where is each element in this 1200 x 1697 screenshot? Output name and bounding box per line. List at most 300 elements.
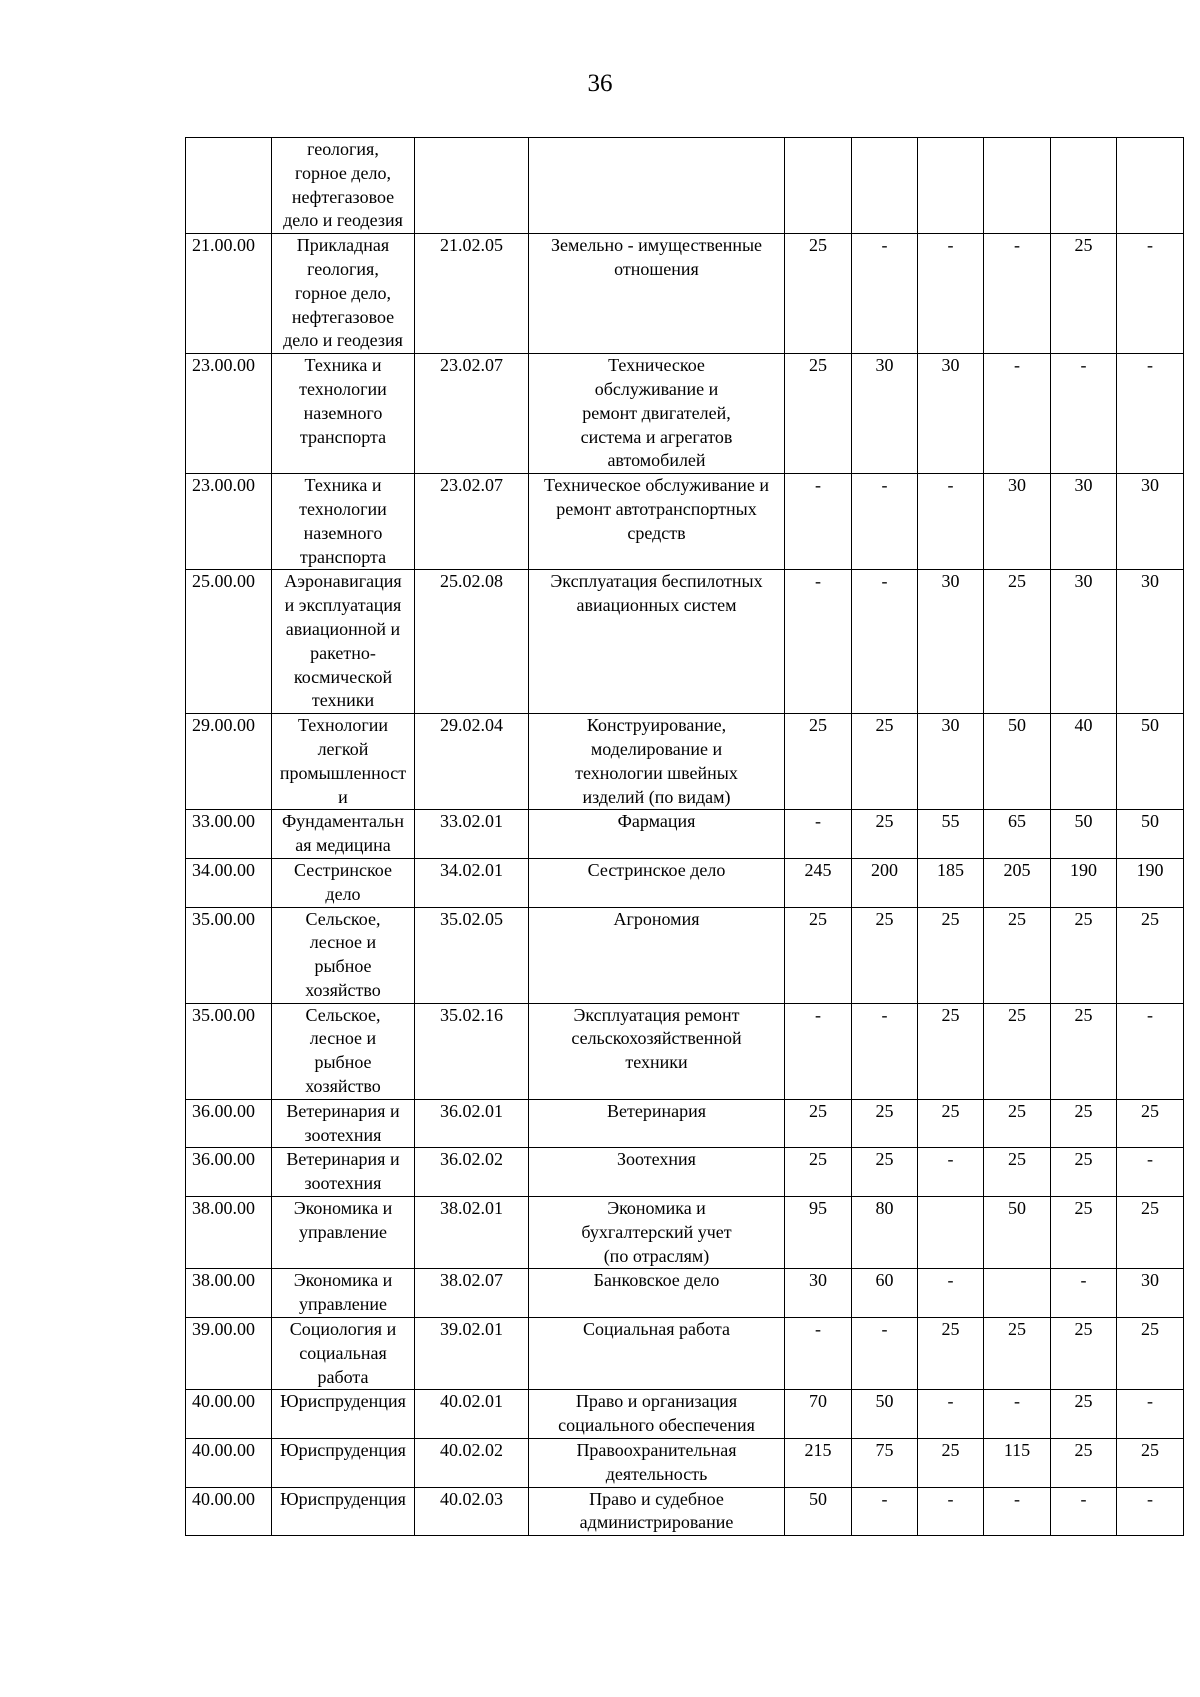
group-name-cell-line: геология, <box>307 139 379 159</box>
specialty-code-cell <box>415 907 529 1003</box>
group-name-cell <box>272 1003 415 1099</box>
value-cell-2 <box>852 1439 918 1488</box>
value-cell-4-line: 30 <box>1008 475 1026 496</box>
value-cell-4-line: 25 <box>1008 1149 1026 1170</box>
specialty-name-cell <box>529 1148 785 1197</box>
specialty-name-cell-line: Техническое <box>608 355 705 376</box>
group-code-cell <box>186 1487 272 1536</box>
specialty-name-cell-line: сельскохозяйственной <box>571 1028 742 1049</box>
value-cell-4 <box>984 1003 1051 1099</box>
value-cell-2-line: 25 <box>875 811 894 832</box>
value-cell-5 <box>1051 858 1117 907</box>
value-cell-3-line: 25 <box>941 908 960 929</box>
value-cell-4-line: 205 <box>1003 859 1031 880</box>
value-cell-4 <box>984 1439 1051 1488</box>
enrollment-table <box>185 137 1184 1536</box>
value-cell-3-line: 30 <box>941 355 960 376</box>
group-name-cell-line: нефтегазовое <box>291 186 395 207</box>
specialty-code-cell <box>415 474 529 570</box>
value-cell-6-line: - <box>1147 1004 1153 1025</box>
value-cell-1-line: - <box>815 1004 821 1025</box>
group-code-cell <box>186 1390 272 1439</box>
value-cell-4 <box>984 234 1051 354</box>
value-cell-4 <box>984 1197 1051 1269</box>
value-cell-6 <box>1117 1318 1184 1390</box>
table-row <box>186 858 1184 907</box>
specialty-code-cell <box>415 1318 529 1390</box>
specialty-code-cell <box>415 1269 529 1318</box>
value-cell-5 <box>1051 474 1117 570</box>
value-cell-6 <box>1117 858 1184 907</box>
value-cell-6-line: 25 <box>1141 908 1159 929</box>
value-cell-1-line: 25 <box>809 355 827 376</box>
value-cell-2-line: - <box>881 475 888 496</box>
value-cell-4 <box>984 1318 1051 1390</box>
value-cell-3-line: - <box>947 475 954 496</box>
specialty-name-cell-line: изделий (по видам) <box>582 786 731 807</box>
group-code-cell <box>186 234 272 354</box>
value-cell-2 <box>852 1099 918 1148</box>
specialty-code-cell <box>415 714 529 810</box>
specialty-code-cell-line: 39.02.01 <box>440 1319 503 1340</box>
group-name-cell-line: дело <box>325 883 361 904</box>
group-code-cell-line: 40.00.00 <box>192 1440 255 1461</box>
value-cell-3-line: 185 <box>937 859 964 880</box>
specialty-name-cell-line: Эксплуатация беспилотных <box>550 571 763 592</box>
value-cell-2-line: 25 <box>875 715 894 736</box>
value-cell-4-line: 65 <box>1008 811 1026 832</box>
group-code-cell <box>186 474 272 570</box>
group-name-cell <box>272 1487 415 1536</box>
group-code-cell <box>186 354 272 474</box>
value-cell-5-line: - <box>1080 1488 1087 1509</box>
value-cell-3 <box>918 1318 984 1390</box>
value-cell-1-line: - <box>815 571 821 592</box>
value-cell-1 <box>785 474 852 570</box>
value-cell-2 <box>852 1487 918 1536</box>
value-cell-4 <box>984 810 1051 859</box>
value-cell-5 <box>1051 570 1117 714</box>
value-cell-6-line: 30 <box>1141 475 1159 496</box>
value-cell-6-line: - <box>1147 235 1153 256</box>
specialty-code-cell-line: 35.02.05 <box>440 908 503 929</box>
value-cell-3-line: 55 <box>941 811 960 832</box>
specialty-name-cell-line: Земельно - имущественные <box>550 235 763 256</box>
value-cell-4-line: 25 <box>1008 1319 1026 1340</box>
group-name-cell-line: транспорта <box>299 426 387 447</box>
value-cell-2 <box>852 858 918 907</box>
value-cell-2 <box>852 907 918 1003</box>
specialty-code-cell-line: 36.02.01 <box>440 1100 503 1121</box>
value-cell-5-line: 25 <box>1074 1440 1093 1461</box>
value-cell-6 <box>1117 1003 1184 1099</box>
table-row <box>186 1439 1184 1488</box>
value-cell-4-line: 115 <box>1003 1440 1031 1461</box>
value-cell-4-line: - <box>1014 235 1020 256</box>
value-cell-6 <box>1117 138 1184 234</box>
value-cell-3-line: 25 <box>941 1004 960 1025</box>
value-cell-6-line: 25 <box>1141 1440 1159 1461</box>
value-cell-4 <box>984 1390 1051 1439</box>
value-cell-1 <box>785 138 852 234</box>
value-cell-5-line: 25 <box>1074 1100 1093 1121</box>
value-cell-5-line: 25 <box>1074 908 1093 929</box>
value-cell-1 <box>785 907 852 1003</box>
value-cell-1 <box>785 1197 852 1269</box>
group-name-cell-line: лесное и <box>309 1028 377 1049</box>
value-cell-4 <box>984 858 1051 907</box>
value-cell-4-line: 50 <box>1008 715 1026 736</box>
specialty-name-cell <box>529 234 785 354</box>
value-cell-1 <box>785 1148 852 1197</box>
table-row <box>186 1099 1184 1148</box>
group-name-cell-line: горное дело, <box>295 162 391 183</box>
value-cell-6 <box>1117 810 1184 859</box>
specialty-name-cell-line: Агрономия <box>613 908 700 929</box>
specialty-name-cell-line: отношения <box>614 258 699 279</box>
value-cell-1 <box>785 1390 852 1439</box>
value-cell-5-line: - <box>1080 355 1087 376</box>
table-row <box>186 234 1184 354</box>
group-name-cell-line: зоотехния <box>304 1124 382 1145</box>
value-cell-2-line: 60 <box>875 1270 894 1291</box>
value-cell-4-line: 25 <box>1008 908 1026 929</box>
value-cell-4 <box>984 1487 1051 1536</box>
specialty-name-cell-line: бухгалтерский учет <box>581 1221 732 1242</box>
group-code-cell-line: 25.00.00 <box>192 571 255 592</box>
value-cell-6 <box>1117 1439 1184 1488</box>
value-cell-3 <box>918 1390 984 1439</box>
value-cell-2 <box>852 714 918 810</box>
specialty-name-cell <box>529 1487 785 1536</box>
value-cell-5 <box>1051 810 1117 859</box>
value-cell-4-line: 25 <box>1008 1004 1026 1025</box>
value-cell-2 <box>852 1269 918 1318</box>
value-cell-1-line: - <box>815 811 821 832</box>
specialty-name-cell-line: Эксплуатация ремонт <box>573 1004 740 1025</box>
group-name-cell <box>272 1148 415 1197</box>
group-name-cell <box>272 234 415 354</box>
group-code-cell-line: 23.00.00 <box>192 475 255 496</box>
value-cell-1-line: 25 <box>809 715 827 736</box>
group-name-cell-line: Сельское, <box>305 908 381 929</box>
group-name-cell-line: Ветеринария и <box>286 1149 400 1170</box>
value-cell-1-line: 245 <box>804 859 832 880</box>
group-name-cell-line: техники <box>311 690 375 711</box>
value-cell-1 <box>785 1318 852 1390</box>
specialty-code-cell <box>415 1487 529 1536</box>
specialty-code-cell <box>415 234 529 354</box>
group-name-cell-line: Юриспруденция <box>280 1440 406 1461</box>
value-cell-5-line: 25 <box>1074 1004 1093 1025</box>
specialty-code-cell <box>415 1390 529 1439</box>
specialty-name-cell-line: средств <box>627 522 686 543</box>
specialty-code-cell-line: 29.02.04 <box>440 715 503 736</box>
value-cell-2 <box>852 1390 918 1439</box>
group-code-cell <box>186 907 272 1003</box>
value-cell-5 <box>1051 1318 1117 1390</box>
value-cell-5-line: 30 <box>1074 475 1093 496</box>
value-cell-1 <box>785 810 852 859</box>
table-row <box>186 354 1184 474</box>
value-cell-4-line: - <box>1014 1488 1020 1509</box>
value-cell-5 <box>1051 1487 1117 1536</box>
specialty-name-cell <box>529 570 785 714</box>
group-name-cell-line: хозяйство <box>305 979 381 1000</box>
specialty-name-cell-line: Сестринское дело <box>587 859 726 880</box>
value-cell-5 <box>1051 1269 1117 1318</box>
specialty-name-cell <box>529 1197 785 1269</box>
group-name-cell-line: Фундаментальн <box>281 811 405 832</box>
group-name-cell-line: геология, <box>307 258 379 279</box>
group-name-cell <box>272 1439 415 1488</box>
value-cell-6-line: 190 <box>1136 859 1164 880</box>
value-cell-6-line: 25 <box>1141 1319 1159 1340</box>
group-code-cell-line: 38.00.00 <box>192 1198 255 1219</box>
value-cell-2 <box>852 354 918 474</box>
value-cell-4 <box>984 907 1051 1003</box>
value-cell-4 <box>984 1099 1051 1148</box>
value-cell-5-line: 50 <box>1074 811 1093 832</box>
value-cell-3 <box>918 570 984 714</box>
value-cell-3 <box>918 234 984 354</box>
specialty-name-cell-line: Социальная работа <box>583 1319 730 1340</box>
value-cell-6-line: 30 <box>1141 571 1159 592</box>
value-cell-2 <box>852 474 918 570</box>
value-cell-2-line: 200 <box>871 859 898 880</box>
group-name-cell-line: дело и геодезия <box>283 210 403 231</box>
group-name-cell-line: работа <box>317 1366 369 1387</box>
group-name-cell <box>272 1269 415 1318</box>
table-row <box>186 570 1184 714</box>
value-cell-4 <box>984 1269 1051 1318</box>
value-cell-6 <box>1117 234 1184 354</box>
group-name-cell-line: наземного <box>303 522 383 543</box>
table-body <box>186 138 1184 1536</box>
value-cell-6 <box>1117 907 1184 1003</box>
value-cell-6 <box>1117 1390 1184 1439</box>
value-cell-4 <box>984 1148 1051 1197</box>
group-code-cell-line: 40.00.00 <box>192 1391 255 1412</box>
value-cell-2-line: - <box>881 1319 888 1340</box>
specialty-name-cell-line: (по отраслям) <box>603 1245 710 1266</box>
group-code-cell-line: 36.00.00 <box>192 1100 255 1121</box>
value-cell-3 <box>918 1099 984 1148</box>
value-cell-2-line: 25 <box>875 1100 894 1121</box>
specialty-name-cell-line: система и агрегатов <box>580 426 733 447</box>
value-cell-1-line: - <box>815 1319 821 1340</box>
value-cell-6-line: 25 <box>1141 1198 1159 1219</box>
specialty-name-cell <box>529 1318 785 1390</box>
value-cell-6 <box>1117 1099 1184 1148</box>
group-code-cell-line: 23.00.00 <box>192 355 255 376</box>
specialty-code-cell-line: 21.02.05 <box>440 235 503 256</box>
group-code-cell-line: 34.00.00 <box>192 859 255 880</box>
page-number: 36 <box>587 70 613 97</box>
group-name-cell-line: Ветеринария и <box>286 1100 400 1121</box>
value-cell-4 <box>984 474 1051 570</box>
table-row <box>186 1318 1184 1390</box>
value-cell-3 <box>918 907 984 1003</box>
value-cell-3-line: 25 <box>941 1100 960 1121</box>
value-cell-2 <box>852 1318 918 1390</box>
group-code-cell-line: 21.00.00 <box>192 235 255 256</box>
specialty-name-cell-line: моделирование и <box>590 738 723 759</box>
value-cell-1 <box>785 1439 852 1488</box>
specialty-code-cell-line: 23.02.07 <box>440 475 503 496</box>
value-cell-6 <box>1117 354 1184 474</box>
group-name-cell-line: ая медицина <box>295 835 391 856</box>
specialty-name-cell <box>529 1439 785 1488</box>
value-cell-6-line: 50 <box>1141 811 1159 832</box>
table-row <box>186 474 1184 570</box>
specialty-code-cell <box>415 810 529 859</box>
value-cell-5 <box>1051 1148 1117 1197</box>
value-cell-2 <box>852 570 918 714</box>
specialty-code-cell-line: 35.02.16 <box>440 1004 503 1025</box>
specialty-code-cell <box>415 570 529 714</box>
value-cell-5-line: 25 <box>1074 1319 1093 1340</box>
value-cell-3 <box>918 810 984 859</box>
value-cell-4-line: 25 <box>1008 1100 1026 1121</box>
specialty-code-cell-line: 40.02.02 <box>440 1440 503 1461</box>
value-cell-5-line: 25 <box>1074 1391 1093 1412</box>
group-name-cell-line: Сельское, <box>305 1004 381 1025</box>
value-cell-3 <box>918 354 984 474</box>
value-cell-2-line: - <box>881 1004 888 1025</box>
value-cell-3-line: - <box>947 235 954 256</box>
specialty-name-cell <box>529 714 785 810</box>
value-cell-6-line: 30 <box>1141 1270 1159 1291</box>
group-name-cell <box>272 570 415 714</box>
value-cell-2 <box>852 810 918 859</box>
specialty-name-cell-line: автомобилей <box>607 450 706 471</box>
group-name-cell-line: рыбное <box>314 956 372 977</box>
value-cell-6-line: 25 <box>1141 1100 1159 1121</box>
table-row <box>186 1269 1184 1318</box>
specialty-name-cell-line: Фармация <box>617 811 696 832</box>
specialty-code-cell <box>415 1439 529 1488</box>
table-row <box>186 810 1184 859</box>
value-cell-2-line: - <box>881 235 888 256</box>
value-cell-3 <box>918 1148 984 1197</box>
specialty-code-cell <box>415 1197 529 1269</box>
value-cell-1-line: - <box>815 475 821 496</box>
value-cell-6-line: - <box>1147 355 1153 376</box>
table-row <box>186 1148 1184 1197</box>
group-name-cell <box>272 810 415 859</box>
group-name-cell-line: горное дело, <box>295 282 391 303</box>
value-cell-1-line: 25 <box>809 1149 827 1170</box>
value-cell-6 <box>1117 474 1184 570</box>
value-cell-4 <box>984 354 1051 474</box>
value-cell-5 <box>1051 714 1117 810</box>
specialty-code-cell-line: 40.02.01 <box>440 1391 503 1412</box>
value-cell-2 <box>852 1197 918 1269</box>
group-name-cell-line: Социология и <box>289 1319 397 1340</box>
specialty-code-cell-line: 40.02.03 <box>440 1488 503 1509</box>
value-cell-6 <box>1117 570 1184 714</box>
specialty-code-cell-line: 34.02.01 <box>440 859 503 880</box>
specialty-name-cell <box>529 354 785 474</box>
value-cell-2 <box>852 1003 918 1099</box>
value-cell-1-line: 25 <box>809 1100 827 1121</box>
table-row <box>186 907 1184 1003</box>
value-cell-3-line: 25 <box>941 1440 960 1461</box>
group-name-cell-line: транспорта <box>299 546 387 567</box>
group-code-cell <box>186 1197 272 1269</box>
table-row <box>186 1197 1184 1269</box>
specialty-name-cell <box>529 907 785 1003</box>
specialty-name-cell-line: администрирование <box>579 1512 734 1533</box>
group-name-cell-line: технологии <box>299 498 387 519</box>
value-cell-1 <box>785 234 852 354</box>
value-cell-3 <box>918 858 984 907</box>
group-name-cell-line: Техника и <box>304 355 382 376</box>
value-cell-4 <box>984 714 1051 810</box>
value-cell-2-line: 30 <box>875 355 894 376</box>
value-cell-5 <box>1051 1003 1117 1099</box>
value-cell-3 <box>918 1197 984 1269</box>
value-cell-3-line: 30 <box>941 571 960 592</box>
value-cell-4 <box>984 138 1051 234</box>
specialty-name-cell-line: Право и судебное <box>589 1488 724 1509</box>
group-name-cell <box>272 474 415 570</box>
value-cell-5-line: - <box>1080 1270 1087 1291</box>
specialty-name-cell-line: Экономика и <box>607 1198 706 1219</box>
value-cell-5-line: 25 <box>1074 1198 1093 1219</box>
group-code-cell <box>186 1439 272 1488</box>
value-cell-5 <box>1051 907 1117 1003</box>
group-name-cell-line: Техника и <box>304 475 382 496</box>
value-cell-3 <box>918 474 984 570</box>
group-name-cell-line: технологии <box>299 378 387 399</box>
specialty-name-cell <box>529 1390 785 1439</box>
value-cell-6 <box>1117 1487 1184 1536</box>
specialty-name-cell <box>529 1099 785 1148</box>
group-code-cell <box>186 1269 272 1318</box>
specialty-name-cell-line: Зоотехния <box>617 1149 696 1170</box>
specialty-code-cell <box>415 858 529 907</box>
table-row <box>186 714 1184 810</box>
value-cell-3 <box>918 1003 984 1099</box>
value-cell-1 <box>785 1487 852 1536</box>
table-row <box>186 1390 1184 1439</box>
group-name-cell-line: космической <box>293 666 393 687</box>
specialty-code-cell <box>415 1003 529 1099</box>
value-cell-1 <box>785 714 852 810</box>
value-cell-4-line: 50 <box>1008 1198 1026 1219</box>
group-name-cell-line: Экономика и <box>293 1198 393 1219</box>
group-code-cell-line: 29.00.00 <box>192 715 255 736</box>
group-name-cell-line: и <box>338 786 348 807</box>
specialty-name-cell-line: Техническое обслуживание и <box>544 475 769 496</box>
specialty-name-cell-line: ремонт автотранспортных <box>556 498 757 519</box>
value-cell-6 <box>1117 714 1184 810</box>
value-cell-3 <box>918 714 984 810</box>
group-name-cell-line: ракетно- <box>310 642 376 663</box>
group-name-cell-line: Экономика и <box>293 1270 393 1291</box>
value-cell-3-line: - <box>947 1149 954 1170</box>
value-cell-1-line: 50 <box>809 1488 827 1509</box>
value-cell-5 <box>1051 354 1117 474</box>
value-cell-4-line: 25 <box>1008 571 1026 592</box>
value-cell-3 <box>918 1487 984 1536</box>
group-code-cell-line: 33.00.00 <box>192 811 255 832</box>
specialty-name-cell-line: авиационных систем <box>576 595 737 616</box>
group-name-cell-line: и эксплуатация <box>284 595 402 616</box>
value-cell-1-line: 215 <box>804 1440 832 1461</box>
